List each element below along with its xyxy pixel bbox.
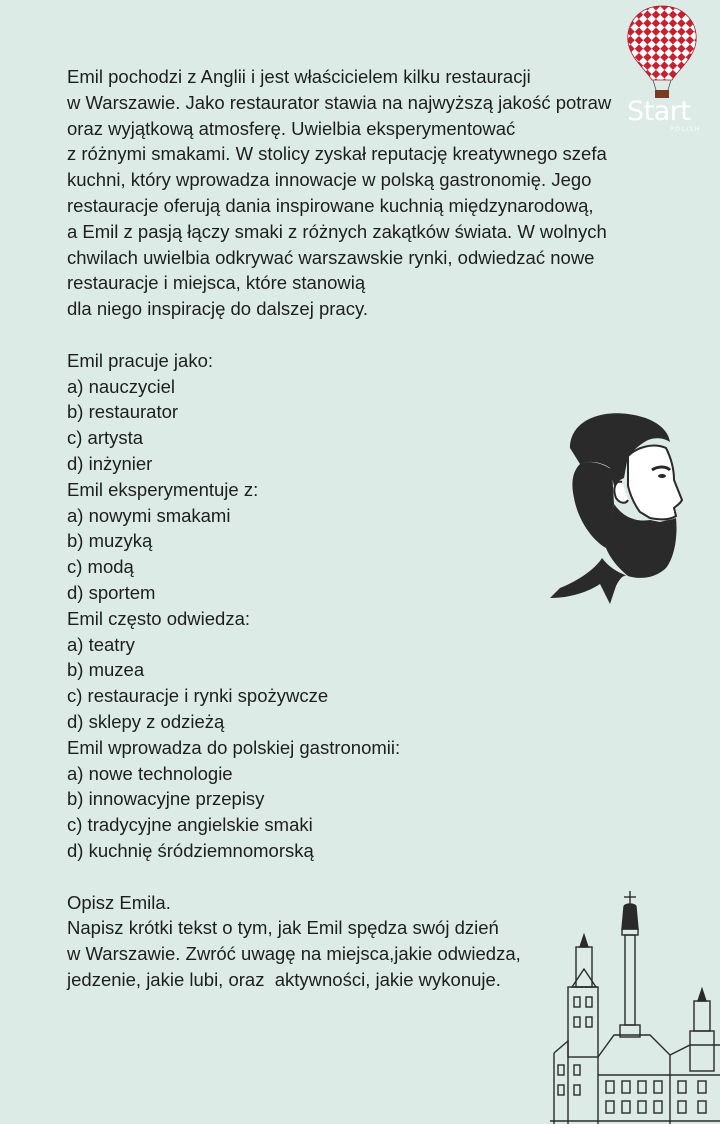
intro-line: Emil pochodzi z Anglii i jest właścicielem kilku restauracji	[67, 66, 531, 87]
answer-option: b) muzea	[67, 659, 145, 681]
intro-line: a Emil z pasją łączy smaki z różnych zakątków świata. W wolnych	[67, 220, 607, 242]
task-title: Opisz Emila.	[67, 891, 171, 913]
intro-line: restauracje oferują dania inspirowane kuchnią międzynarodową,	[67, 194, 594, 216]
task-line: Napisz krótki tekst o tym, jak Emil spędza swój dzień	[67, 917, 499, 939]
question-text: Emil wprowadza do polskiej gastronomii:	[67, 736, 401, 758]
intro-line: dla niego inspirację do dalszej pracy.	[67, 298, 368, 320]
answer-option: c) tradycyjne angielskie smaki	[67, 814, 313, 836]
answer-option: b) innowacyjne przepisy	[67, 788, 265, 810]
bearded-man-icon	[540, 408, 690, 613]
question-text: Emil eksperymentuje z:	[67, 478, 259, 500]
answer-option: d) inżynier	[67, 452, 153, 474]
brand-subtitle: POLISH	[670, 126, 701, 133]
question-3	[67, 606, 647, 735]
question-text: Emil często odwiedza:	[67, 607, 251, 629]
answer-option: d) sklepy z odzieżą	[67, 710, 225, 732]
answer-option: a) nauczyciel	[67, 375, 175, 397]
warsaw-old-town-icon	[550, 885, 720, 1124]
answer-option: c) artysta	[67, 427, 144, 449]
intro-line: oraz wyjątkową atmosferę. Uwielbia eksperymentować	[67, 117, 516, 139]
answer-option: a) nowe technologie	[67, 762, 233, 784]
intro-paragraph	[67, 64, 647, 322]
answer-option: d) sportem	[67, 581, 156, 603]
answer-option: c) restauracje i rynki spożywcze	[67, 685, 329, 707]
intro-line: restauracje i miejsca, które stanowią	[67, 272, 366, 294]
answer-option: a) teatry	[67, 633, 135, 655]
question-text: Emil pracuje jako:	[67, 349, 214, 371]
answer-option: b) restaurator	[67, 401, 179, 423]
intro-line: chwilach uwielbia odkrywać warszawskie rynki, odwiedzać nowe	[67, 246, 595, 268]
question-4	[67, 735, 647, 864]
answer-option: b) muzyką	[67, 530, 153, 552]
task-line: w Warszawie. Zwróć uwagę na miejsca,jakie odwiedza,	[67, 943, 521, 965]
brand-name: Start	[627, 96, 691, 127]
answer-option: d) kuchnię śródziemnomorską	[67, 839, 314, 861]
intro-line: w Warszawie. Jako restaurator stawia na najwyższą jakość potraw	[67, 91, 612, 113]
intro-line: z różnymi smakami. W stolicy zyskał reputację kreatywnego szefa	[67, 143, 607, 165]
task-line: jedzenie, jakie lubi, oraz aktywności, jakie wykonuje.	[67, 968, 501, 990]
answer-option: c) modą	[67, 556, 134, 578]
intro-line: kuchni, który wprowadza innowacje w polską gastronomię. Jego	[67, 169, 592, 191]
answer-option: a) nowymi smakami	[67, 504, 231, 526]
